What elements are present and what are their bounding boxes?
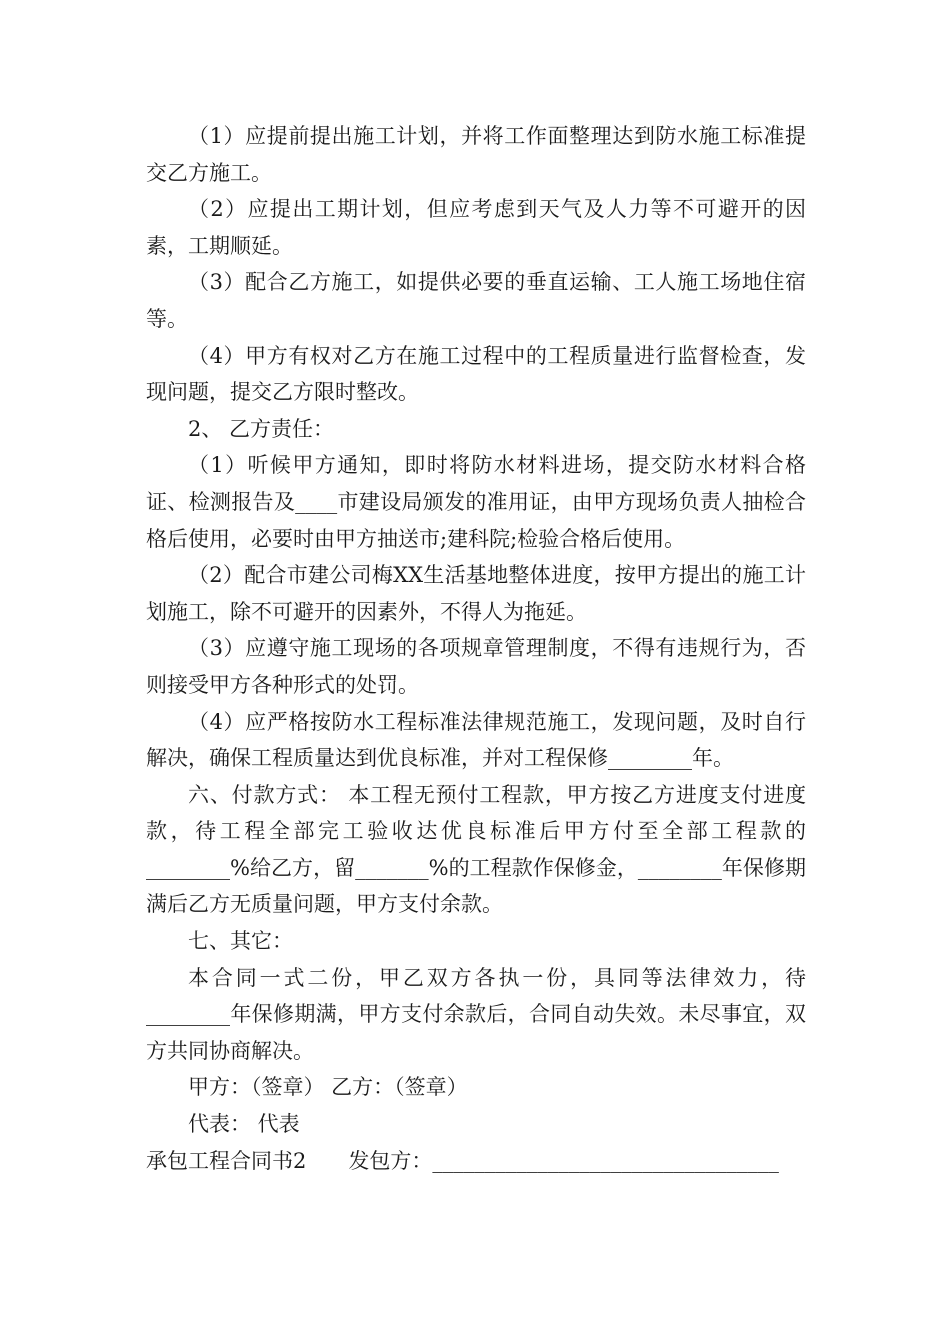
contract-body — [146, 118, 806, 1179]
clause-jia-1: （1）应提前提出施工计划，并将工作面整理达到防水施工标准提交乙方施工。 — [146, 124, 806, 185]
signature-line: 甲方：（签章） 乙方：（签章） — [188, 1075, 468, 1100]
clause-jia-3: （3）配合乙方施工，如提供必要的垂直运输、工人施工场地住宿等。 — [146, 270, 806, 331]
representative-line: 代表： 代表 — [188, 1112, 300, 1137]
clause-yi-3: （3）应遵守施工现场的各项规章管理制度，不得有违规行为，否则接受甲方各种形式的处罚。 — [146, 636, 806, 697]
copies-clause: 本合同一式二份，甲乙双方各执一份，具同等法律效力，待________年保修期满，甲方支付余款后，合同自动失效。未尽事宜，双方共同协商解决。 — [146, 965, 806, 1063]
next-contract-title: 承包工程合同书2 — [146, 1148, 307, 1173]
section-yi-responsibility: 2、 乙方责任： — [188, 416, 335, 441]
next-contract-line — [146, 1143, 806, 1180]
section-payment: 六、付款方式： 本工程无预付工程款，甲方按乙方进度支付进度款，待工程全部完工验收达优良标准后甲方付至全部工程款的________%给乙方，留_______%的工程款作保修金，________年保修期满后乙方无质量问题，甲方支付余款。 — [146, 782, 806, 917]
clause-yi-1: （1）听候甲方通知，即时将防水材料进场，提交防水材料合格证、检测报告及____市建设局颁发的准用证，由甲方现场负责人抽检合格后使用，必要时由甲方抽送市;建科院;检验合格后使用。 — [146, 453, 806, 551]
section-other: 七、其它： — [188, 929, 293, 954]
clause-yi-2: （2）配合市建公司梅XX生活基地整体进度，按甲方提出的施工计划施工，除不可避开的因素外，不得人为拖延。 — [146, 563, 806, 624]
clause-yi-4: （4）应严格按防水工程标准法律规范施工，发现问题，及时自行解决，确保工程质量达到优良标准，并对工程保修________年。 — [146, 709, 806, 771]
clause-jia-4: （4）甲方有权对乙方在施工过程中的工程质量进行监督检查，发现问题，提交乙方限时整改。 — [146, 343, 806, 405]
contractor-field: 发包方：_________________________________ — [348, 1148, 779, 1173]
clause-jia-2: （2）应提出工期计划，但应考虑到天气及人力等不可避开的因素，工期顺延。 — [146, 197, 806, 258]
